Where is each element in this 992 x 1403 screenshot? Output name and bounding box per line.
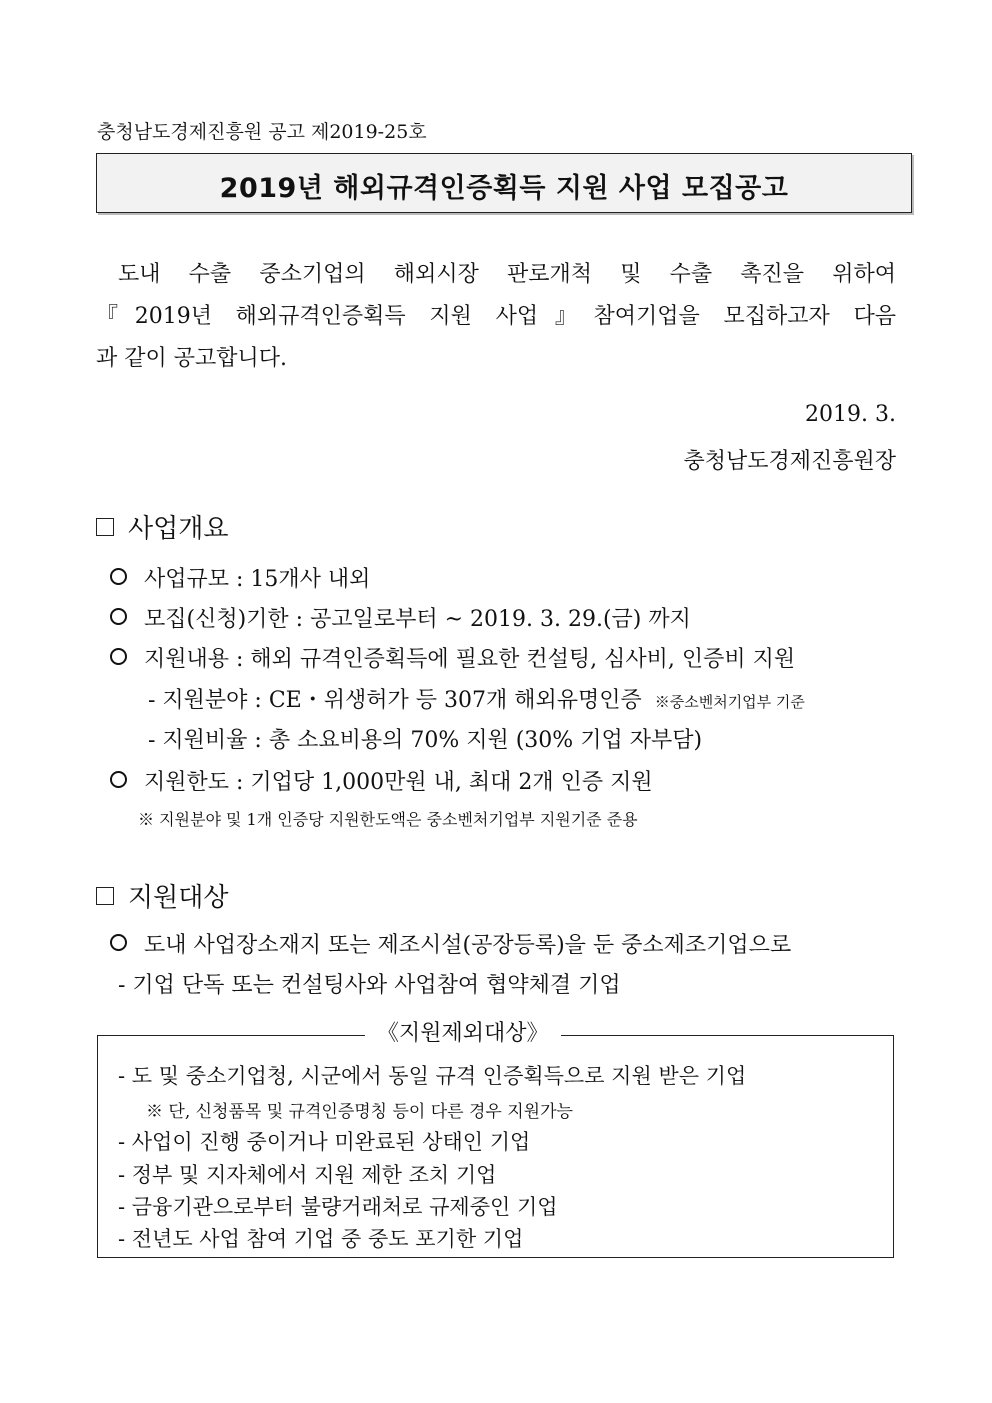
notice-number: 충청남도경제진흥원 공고 제2019-25호	[97, 121, 427, 143]
square-bullet-icon	[96, 887, 114, 905]
exclusion-item-3: - 정부 및 지자체에서 지원 제한 조치 기업	[118, 1163, 497, 1187]
circle-bullet-icon	[110, 608, 127, 625]
overview-deadline	[110, 602, 691, 633]
issuer: 충청남도경제진흥원장	[683, 449, 896, 474]
section-overview-label: 사업개요	[128, 514, 229, 544]
circle-bullet-icon	[110, 648, 127, 665]
overview-limit-note: ※ 지원분야 및 1개 인증당 지원한도액은 중소벤처기업부 지원기준 준용	[138, 810, 638, 829]
section-target-label: 지원대상	[128, 883, 229, 913]
overview-limit-text: 지원한도 : 기업당 1,000만원 내, 최대 2개 인증 지원	[144, 770, 653, 795]
target-item-1	[110, 928, 791, 959]
exclusion-title: 《지원제외대상》	[365, 1016, 561, 1047]
overview-ratio: - 지원비율 : 총 소요비용의 70% 지원 (30% 기업 자부담)	[148, 728, 703, 753]
intro-line-3: 과 같이 공고합니다.	[96, 346, 287, 371]
circle-bullet-icon	[110, 771, 127, 788]
overview-content	[110, 642, 795, 673]
section-overview-heading	[96, 508, 228, 545]
target-item-1-text: 도내 사업장소재지 또는 제조시설(공장등록)을 둔 중소제조기업으로	[144, 933, 792, 958]
overview-deadline-text: 모집(신청)기한 : 공고일로부터 ~ 2019. 3. 29.(금) 까지	[144, 607, 691, 632]
title-box	[96, 153, 912, 213]
overview-scale-text: 사업규모 : 15개사 내외	[144, 567, 371, 592]
target-item-2: - 기업 단독 또는 컨설팅사와 사업참여 협약체결 기업	[118, 973, 621, 998]
overview-field	[148, 683, 805, 714]
exclusion-item-5: - 전년도 사업 참여 기업 중 중도 포기한 기업	[118, 1227, 524, 1251]
exclusion-item-2: - 사업이 진행 중이거나 미완료된 상태인 기업	[118, 1130, 531, 1154]
circle-bullet-icon	[110, 568, 127, 585]
intro-line-1: 도내 수출 중소기업의 해외시장 판로개척 및 수출 촉진을 위하여	[118, 262, 896, 287]
page-title: 2019년 해외규격인증획득 지원 사업 모집공고	[219, 173, 789, 204]
overview-limit	[110, 765, 653, 796]
overview-scale	[110, 562, 370, 593]
overview-field-text: - 지원분야 : CE・위생허가 등 307개 해외유명인증	[148, 688, 642, 713]
square-bullet-icon	[96, 518, 114, 536]
exclusion-note-1: ※ 단, 신청품목 및 규격인증명칭 등이 다른 경우 지원가능	[146, 1102, 573, 1122]
intro-line-2: 『2019년 해외규격인증획득 지원 사업』참여기업을 모집하고자 다음	[96, 304, 896, 329]
circle-bullet-icon	[110, 934, 127, 951]
overview-content-text: 지원내용 : 해외 규격인증획득에 필요한 컨설팅, 심사비, 인증비 지원	[144, 647, 796, 672]
overview-field-note: ※중소벤처기업부 기준	[654, 693, 805, 711]
exclusion-item-4: - 금융기관으로부터 불량거래처로 규제중인 기업	[118, 1195, 558, 1219]
notice-date: 2019. 3.	[805, 402, 896, 427]
section-target-heading	[96, 877, 228, 914]
intro-paragraph	[96, 254, 896, 380]
exclusion-item-1: - 도 및 중소기업청, 시군에서 동일 규격 인증획득으로 지원 받은 기업	[118, 1064, 747, 1088]
